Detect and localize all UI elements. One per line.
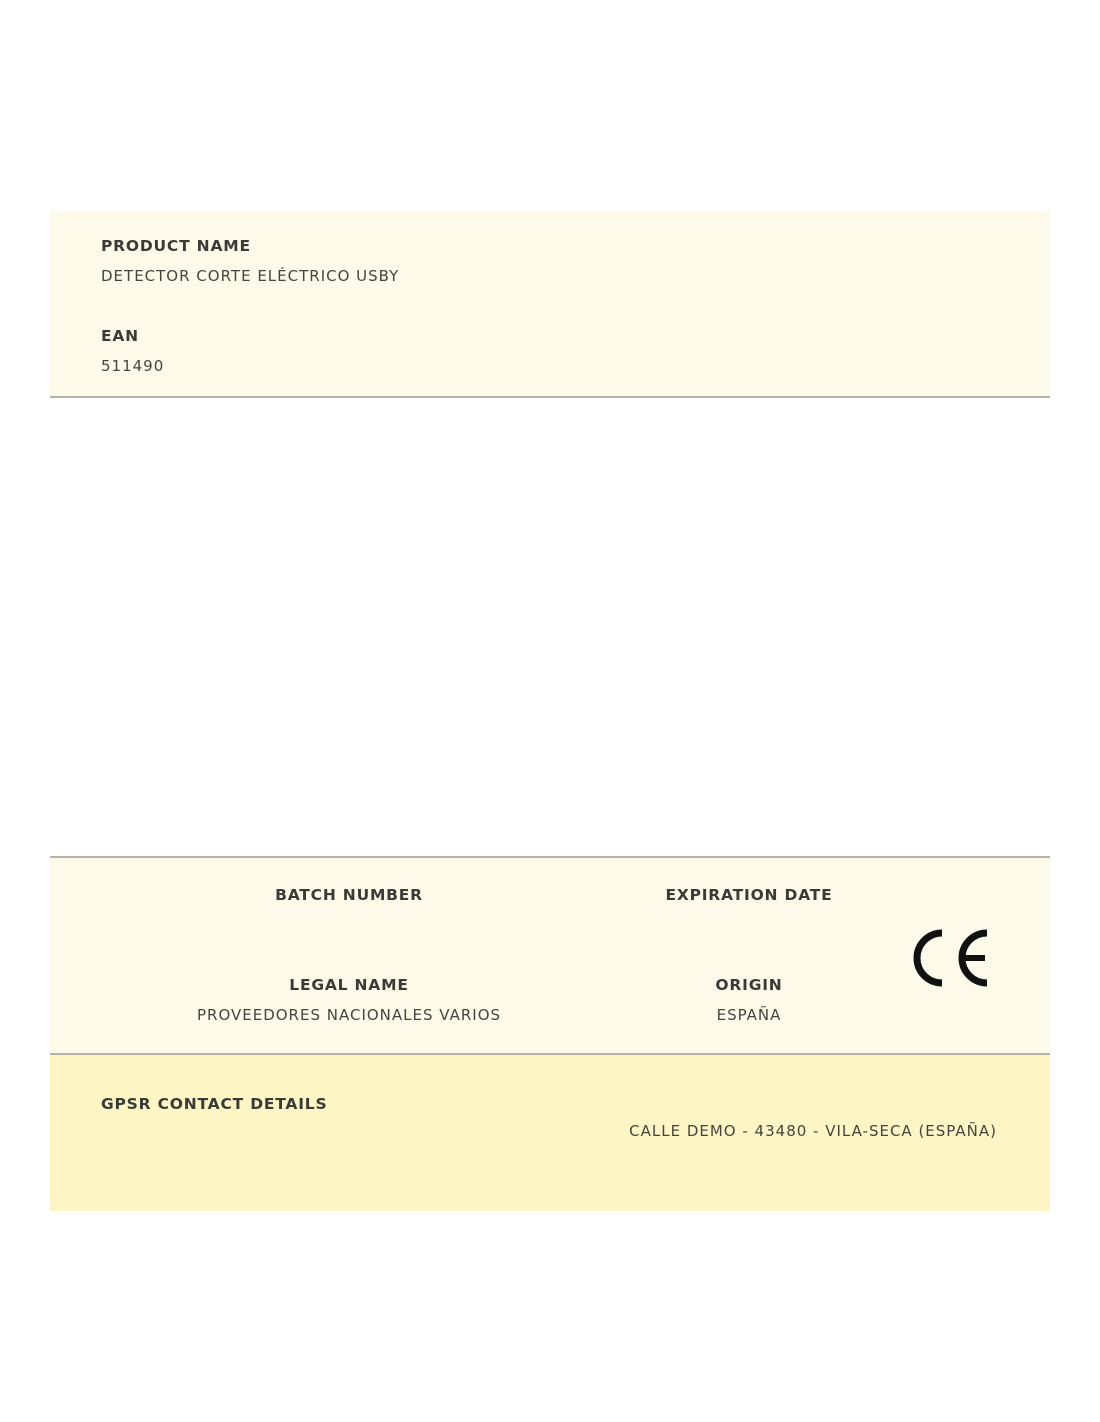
gpsr-contact-label: GPSR CONTACT DETAILS: [101, 1095, 328, 1113]
batch-number-label: BATCH NUMBER: [275, 886, 423, 904]
expiration-date-label: EXPIRATION DATE: [665, 886, 833, 904]
ean-value: 511490: [101, 357, 165, 375]
product-details-panel: [50, 856, 1050, 1055]
gpsr-contact-address: CALLE DEMO - 43480 - VILA-SECA (ESPAÑA): [629, 1122, 997, 1140]
product-info-panel: [50, 211, 1050, 398]
origin-value: ESPAÑA: [716, 1006, 782, 1024]
product-name-label: PRODUCT NAME: [101, 237, 251, 255]
legal-name-label: LEGAL NAME: [289, 976, 409, 994]
ean-label: EAN: [101, 327, 139, 345]
ce-mark-icon: [907, 928, 991, 988]
gpsr-contact-panel: [50, 1055, 1050, 1211]
legal-name-value: PROVEEDORES NACIONALES VARIOS: [196, 1006, 502, 1024]
product-name-value: DETECTOR CORTE ELÉCTRICO USBY: [101, 267, 400, 285]
origin-label: ORIGIN: [715, 976, 783, 994]
